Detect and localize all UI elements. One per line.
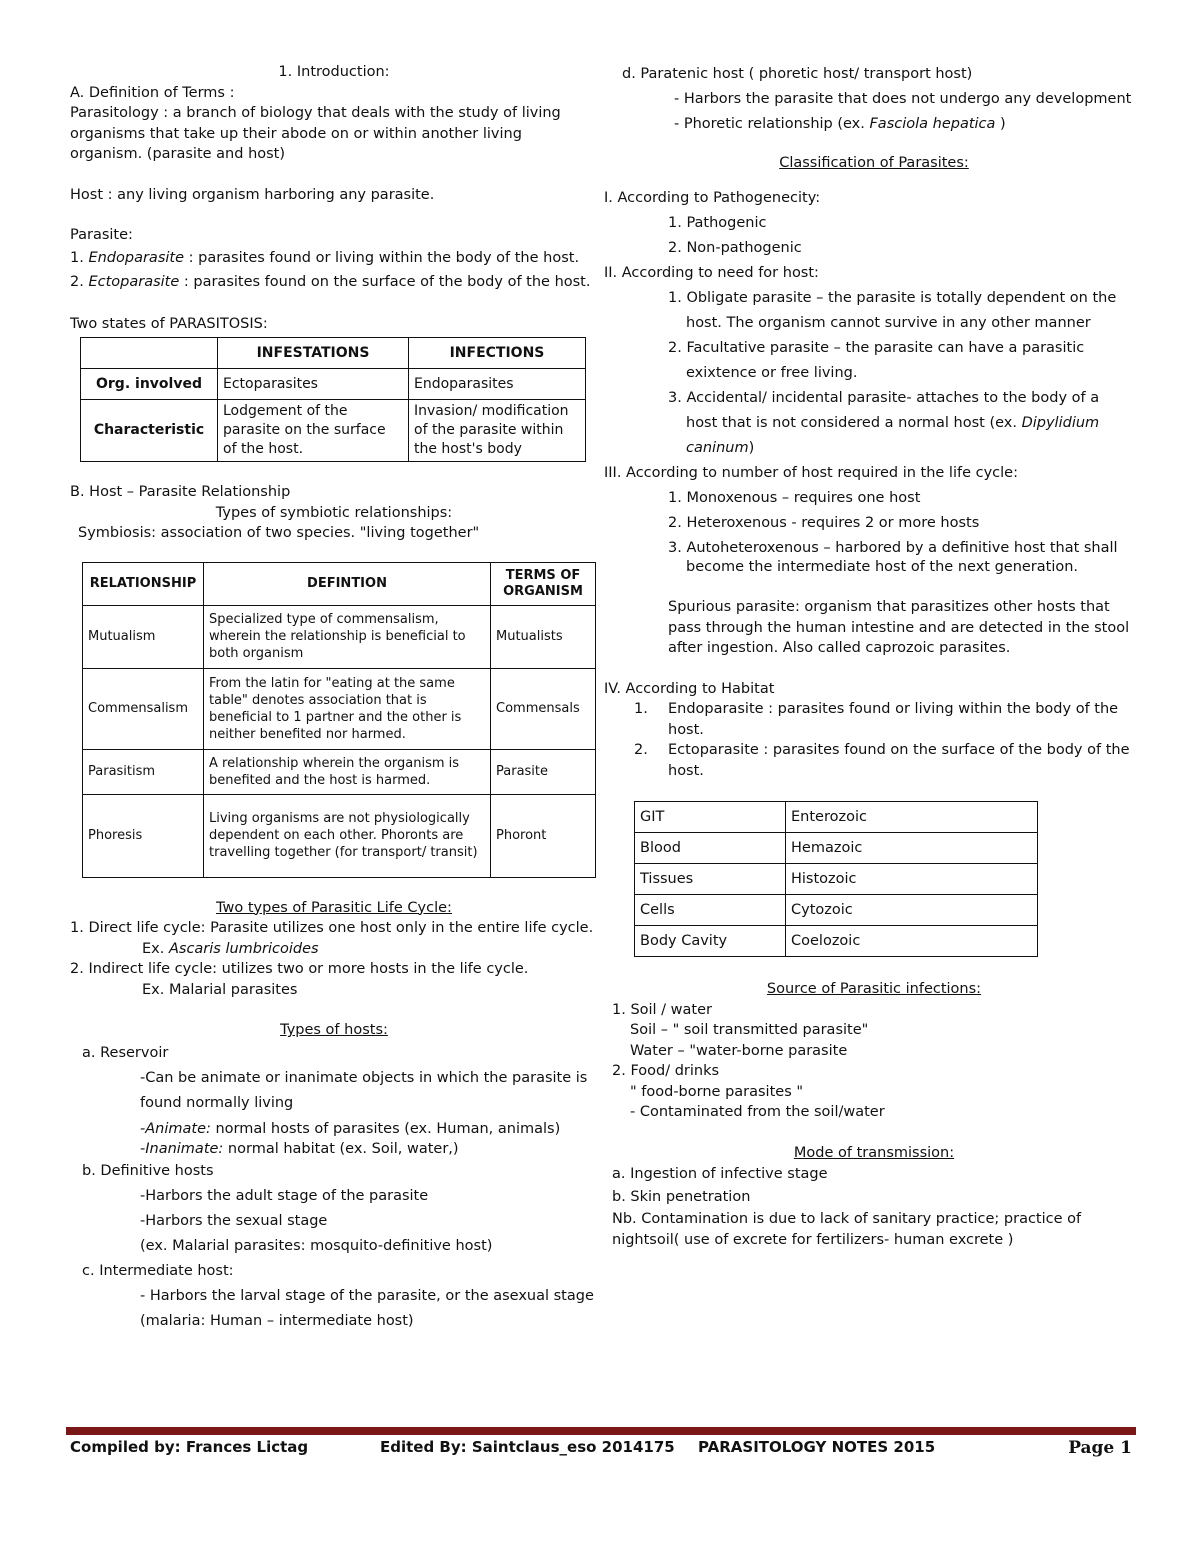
table-row: [635, 926, 1038, 957]
mode-note: Nb. Contamination is due to lack of sanitary practice; practice of nightsoil( use of excrete for fertilizers- human excrete ): [612, 1211, 1082, 1248]
table-cell: Org. involved: [81, 369, 218, 400]
table-cell: Invasion/ modification of the parasite within the host's body: [409, 400, 586, 462]
hosts-title: Types of hosts:: [280, 1022, 388, 1038]
table-cell: Hemazoic: [786, 833, 1038, 864]
table-cell: Mutualists: [491, 605, 596, 668]
mode-title: Mode of transmission:: [793, 1144, 955, 1161]
definitive-heading: b. Definitive hosts: [82, 1162, 214, 1179]
table-header-cell: DEFINTION: [204, 562, 491, 605]
source-line: - Contaminated from the soil/water: [630, 1104, 885, 1120]
footer-notes-title: PARASITOLOGY NOTES 2015: [698, 1438, 936, 1456]
life-cycle-indirect-example: Ex. Malarial parasites: [142, 981, 298, 998]
need-item-cont: host that is not considered a normal host (ex. Dipylidium caninum): [686, 414, 1100, 456]
mode-line: b. Skin penetration: [612, 1189, 751, 1205]
table-cell: Specialized type of commensalism, wherein the relationship is beneficial to both organism: [204, 605, 491, 668]
table-cell: Characteristic: [81, 400, 218, 462]
table-cell: Tissues: [635, 864, 786, 895]
table-cell: Body Cavity: [635, 926, 786, 957]
table-cell: Cells: [635, 895, 786, 926]
life-cycle-title: Two types of Parasitic Life Cycle:: [216, 899, 452, 916]
table-cell: GIT: [635, 802, 786, 833]
parasite-label: Parasite:: [70, 227, 133, 243]
table-cell: Lodgement of the parasite on the surface of the host.: [218, 400, 409, 462]
intermediate-heading: c. Intermediate host:: [82, 1262, 234, 1279]
table-row: [83, 668, 596, 749]
table-header-row: [83, 562, 596, 605]
parasitosis-states-table: [80, 337, 586, 462]
need-heading: II. According to need for host:: [604, 264, 819, 281]
pathogenecity-item: 2. Non-pathogenic: [668, 239, 802, 256]
parasite-item: 1. Endoparasite : parasites found or living within the body of the host.: [70, 249, 580, 266]
intermediate-line: - Harbors the larval stage of the parasite, or the asexual stage: [140, 1287, 594, 1304]
host-definition: Host : any living organism harboring any parasite.: [70, 186, 435, 203]
definition-heading: A. Definition of Terms :: [70, 84, 235, 101]
table-row: [83, 749, 596, 794]
source-line: Water – "water-borne parasite: [630, 1042, 848, 1059]
source-line: 1. Soil / water: [612, 1001, 712, 1018]
definitive-line: (ex. Malarial parasites: mosquito-definitive host): [140, 1237, 493, 1254]
animate-line: -Animate: normal hosts of parasites (ex. Human, animals): [140, 1120, 561, 1137]
paratenic-heading: d. Paratenic host ( phoretic host/ transport host): [622, 66, 973, 82]
paratenic-line: - Phoretic relationship (ex. Fasciola hepatica ): [674, 116, 1006, 132]
definitive-line: -Harbors the sexual stage: [140, 1212, 328, 1229]
table-cell: Endoparasites: [409, 369, 586, 400]
table-cell: Histozoic: [786, 864, 1038, 895]
life-cycle-direct: 1. Direct life cycle: Parasite utilizes one host only in the entire life cycle.: [70, 920, 594, 936]
habitat-item: 2. Ectoparasite : parasites found on the surface of the body of the host.: [634, 742, 1130, 779]
pathogenecity-heading: I. According to Pathogenecity:: [604, 189, 821, 206]
source-line: " food-borne parasites ": [630, 1083, 804, 1100]
table-cell: Parasitism: [83, 749, 204, 794]
reservoir-line: -Can be animate or inanimate objects in which the parasite is: [140, 1069, 588, 1086]
left-column: [70, 62, 598, 1334]
spurious-parasite: Spurious parasite: organism that parasitizes other hosts that pass through the human intestine and are detected in the stool after ingestion. Also called caprozoic parasites.: [668, 599, 1130, 656]
number-heading: III. According to number of host required in the life cycle:: [604, 464, 1018, 481]
table-row: [81, 400, 586, 462]
table-cell: Ectoparasites: [218, 369, 409, 400]
table-cell: Commensals: [491, 668, 596, 749]
relationship-table: [82, 562, 596, 878]
habitat-table: [634, 801, 1038, 957]
definitive-line: -Harbors the adult stage of the parasite: [140, 1187, 429, 1204]
parasitology-definition: Parasitology : a branch of biology that deals with the study of living organisms that take up their abode on or within another living organism. (parasite and host): [70, 105, 561, 162]
need-item: 1. Obligate parasite – the parasite is totally dependent on the: [668, 289, 1117, 306]
table-row: [635, 802, 1038, 833]
table-cell: Phoront: [491, 794, 596, 877]
table-header-cell: [81, 338, 218, 369]
paratenic-line: - Harbors the parasite that does not undergo any development: [674, 91, 1132, 107]
habitat-item: 1. Endoparasite : parasites found or living within the body of the host.: [634, 701, 1119, 738]
pathogenecity-item: 1. Pathogenic: [668, 214, 767, 231]
need-item-cont: exixtence or free living.: [686, 364, 858, 381]
intro-title: 1. Introduction:: [278, 64, 390, 80]
footer-divider: [66, 1427, 1136, 1435]
table-cell: From the latin for "eating at the same table" denotes association that is beneficial to 1 partner and the other is neither benefited nor harmed.: [204, 668, 491, 749]
table-row: [83, 605, 596, 668]
table-row: [635, 833, 1038, 864]
page-footer: [70, 1438, 1132, 1464]
need-item: 2. Facultative parasite – the parasite can have a parasitic: [668, 339, 1085, 356]
footer-compiled: Compiled by: Frances Lictag: [70, 1438, 309, 1456]
reservoir-line: found normally living: [140, 1094, 294, 1111]
life-cycle-indirect: 2. Indirect life cycle: utilizes two or more hosts in the life cycle.: [70, 961, 529, 977]
mode-line: a. Ingestion of infective stage: [612, 1166, 828, 1182]
life-cycle-direct-example: Ex. Ascaris lumbricoides: [142, 940, 319, 957]
number-item: 1. Monoxenous – requires one host: [668, 489, 921, 506]
symbiotic-types-heading: Types of symbiotic relationships:: [215, 504, 453, 521]
symbiosis-definition: Symbiosis: association of two species. "living together": [78, 525, 480, 541]
table-header-cell: TERMS OF ORGANISM: [491, 562, 596, 605]
table-row: [81, 369, 586, 400]
states-title: Two states of PARASITOSIS:: [70, 315, 268, 332]
classification-title: Classification of Parasites:: [779, 155, 969, 171]
table-cell: Enterozoic: [786, 802, 1038, 833]
relationship-heading: B. Host – Parasite Relationship: [70, 484, 291, 500]
table-header-cell: RELATIONSHIP: [83, 562, 204, 605]
table-cell: Coelozoic: [786, 926, 1038, 957]
table-cell: Mutualism: [83, 605, 204, 668]
number-item: 2. Heteroxenous - requires 2 or more hosts: [668, 514, 980, 531]
reservoir-heading: a. Reservoir: [82, 1044, 169, 1061]
table-cell: Cytozoic: [786, 895, 1038, 926]
table-header-cell: INFECTIONS: [409, 338, 586, 369]
habitat-heading: IV. According to Habitat: [604, 680, 775, 697]
intermediate-line: (malaria: Human – intermediate host): [140, 1312, 414, 1329]
need-item-cont: host. The organism cannot survive in any other manner: [686, 314, 1091, 331]
parasite-item: 2. Ectoparasite : parasites found on the surface of the body of the host.: [70, 273, 591, 290]
table-cell: Commensalism: [83, 668, 204, 749]
table-cell: Living organisms are not physiologically dependent on each other. Phoronts are travelling together (for transport/ transit): [204, 794, 491, 877]
footer-edited: Edited By: Saintclaus_eso 2014175: [380, 1438, 675, 1456]
need-item: 3. Accidental/ incidental parasite- attaches to the body of a: [668, 389, 1100, 406]
table-row: [635, 864, 1038, 895]
table-header-cell: INFESTATIONS: [218, 338, 409, 369]
table-cell: Blood: [635, 833, 786, 864]
table-cell: Parasite: [491, 749, 596, 794]
page-number: Page 1: [1068, 1438, 1132, 1458]
source-title: Source of Parasitic infections:: [766, 981, 982, 997]
right-column: [604, 62, 1144, 1250]
number-item: 3. Autoheteroxenous – harbored by a definitive host that shall: [668, 539, 1118, 556]
number-item-cont: become the intermediate host of the next generation.: [686, 558, 1079, 575]
table-cell: Phoresis: [83, 794, 204, 877]
inanimate-line: -Inanimate: normal habitat (ex. Soil, water,): [140, 1140, 459, 1157]
table-row: [635, 895, 1038, 926]
table-row: [83, 794, 596, 877]
source-line: 2. Food/ drinks: [612, 1063, 720, 1079]
table-header-row: [81, 338, 586, 369]
source-line: Soil – " soil transmitted parasite": [630, 1022, 869, 1038]
table-cell: A relationship wherein the organism is benefited and the host is harmed.: [204, 749, 491, 794]
